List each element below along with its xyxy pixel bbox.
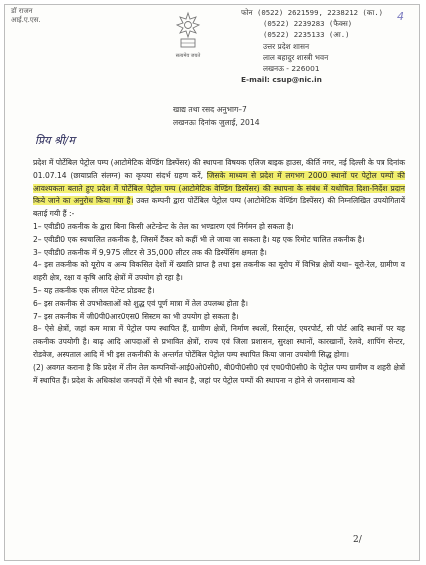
paragraph-1-intro: प्रदेश में पोर्टेबिल पेट्रोल पम्प (आटोमेटिक वेण्डिंग डिस्पेंसर) की स्थापना विषयक एलिज बाइक हाउस, कीर्ति नगर, नई दिल्ली के पत्र दिनांक 01.07.14 (छायाप्रति संलग्न) का कृपया संदर्भ ग्रहण करें, [33,158,405,180]
date-line: लखनऊः दिनांक जुलाई, 2014 [173,118,260,127]
phone-fax: (0522) 2239283 (फैक्स) [263,19,353,29]
paragraph-2: (2) अवगत कराना है कि प्रदेश में तीन तेल कम्पनियों-आई0ओ0सी0, बी0पी0सी0 एवं एच0पी0सी0 के पेट्रोल पम्प ग्रामीण व शहरी क्षेत्रों में स्थापित हैं। प्रदेश के अधिकांश जनपदों में ऐसे भी स्थान है, जहां पर पेट्रोल पम्पों की स्थापना न होने से जनसामान्य को [33,362,405,385]
paragraph-1 [33,157,405,221]
paragraph-1-close: उक्त कम्पनी द्वारा पोर्टेबिल पेट्रोल पम्प (आटोमेटिक वेण्डिंग डिस्पेंसर) की निम्नलिखित उपयोगितायें बताई गयी हैं :- [33,196,406,219]
point-3: 3– एवीडी0 तकनीक में 9,975 लीटर से 35,000 लीटर तक की डिस्पेंसिंग क्षमता है। [33,247,267,257]
sender-block [11,7,41,25]
emblem-caption: सत्यमेव जयते [175,53,201,59]
contact-block [241,7,411,85]
point-2: 2– एवीडी0 एक स्वचालित तकनीक है, जिसमें टैंकर को कहीं भी ले जाया जा सकता है। यह एक रिमोट चालित तकनीक है। [33,234,365,244]
handwritten-salutation: प्रिय श्री/म [35,134,75,147]
highlighted-text: जिसके माध्यम से प्रदेश में लगभग 2000 स्थानों पर पेट्रोल पम्पों की आवश्यकता बताते हुए प्रदेश में पोर्टेबिल पेट्रोल पम्प (आटोमेटिक वेण्डिंग डिस्पेंसर) की स्थापना के संबंध में यथोचित दिशा-निर्देश प्रदान किये जाने का अनुरोध किया गया है। [33,170,405,206]
state-emblem-icon [170,11,206,51]
point-7: 7– इस तकनीक में जी0पी0आर0एस0 सिस्टम का भी उपयोग हो सकता है। [33,311,239,321]
phone-office: फोन (0522) 2621599, 2238212 (का.) [241,8,384,17]
government-name: उत्तर प्रदेश शासन [263,41,310,51]
point-4: 4– इस तकनीक को यूरोप व अन्य विकसित देशों में ख्याति प्राप्त है तथा इस तकनीक का यूरोप में विभिन्न क्षेत्रों यथा– यूरो-रेल, ग्रामीण व शहरी क्षेत्र, रक्षा व कृषि आदि क्षेत्रों में उपयोग हो रहा है। [33,260,405,283]
building-name: लाल बहादुर शास्त्री भवन [263,52,329,62]
point-1: 1– एवीडी0 तकनीक के द्वारा बिना किसी अटेन्डेन्ट के तेल का भण्डारण एवं निर्गमन हो सकता है। [33,221,294,231]
sender-name: डॉ राजन [11,7,33,15]
sender-designation: आई.ए.एस. [11,16,41,24]
email-address: E-mail: csup@nic.in [241,75,322,85]
point-6: 6– इस तकनीक से उपभोक्ताओं को शुद्ध एवं पूर्ण मात्रा में तेल उपलब्ध होता है। [33,298,248,308]
margin-annotation: 4 [397,10,404,23]
point-8: 8– ऐसे क्षेत्रों, जहां कम मात्रा में पेट्रोल पम्प स्थापित हैं, ग्रामीण क्षेत्रों, निर्माण स्थलों, रिसार्ट्स, एयरपोर्ट, सी पोर्ट आदि स्थानों पर यह तकनीक उपयोगी है। बाढ़ आदि आपदाओं से प्रभावित क्षेत्रों, राज्य एवं जिला प्रशासन, सुरक्षा स्थानों, कारखानों, रेलवे, शापिंग सेन्टर, रोडवेज, अस्पताल आदि में भी इस तकनीकी के अन्तर्गत पोर्टेबिल पेट्रोल पम्प स्थापित किया जाना उपयोगी सिद्ध होगा। [33,324,405,359]
department-line: खाद्य तथा रसद अनुभाग–7 [173,105,247,114]
city-pin: लखनऊ - 226001 [263,64,320,74]
letter-body [33,157,405,387]
point-5: 5– यह तकनीक एक लीगल पेटेन्ट प्रोडक्ट है। [33,285,155,295]
letter-page [4,4,420,561]
page-continuation: 2/ [353,535,362,545]
phone-residence: (0522) 2235133 (आ.) [263,30,350,40]
